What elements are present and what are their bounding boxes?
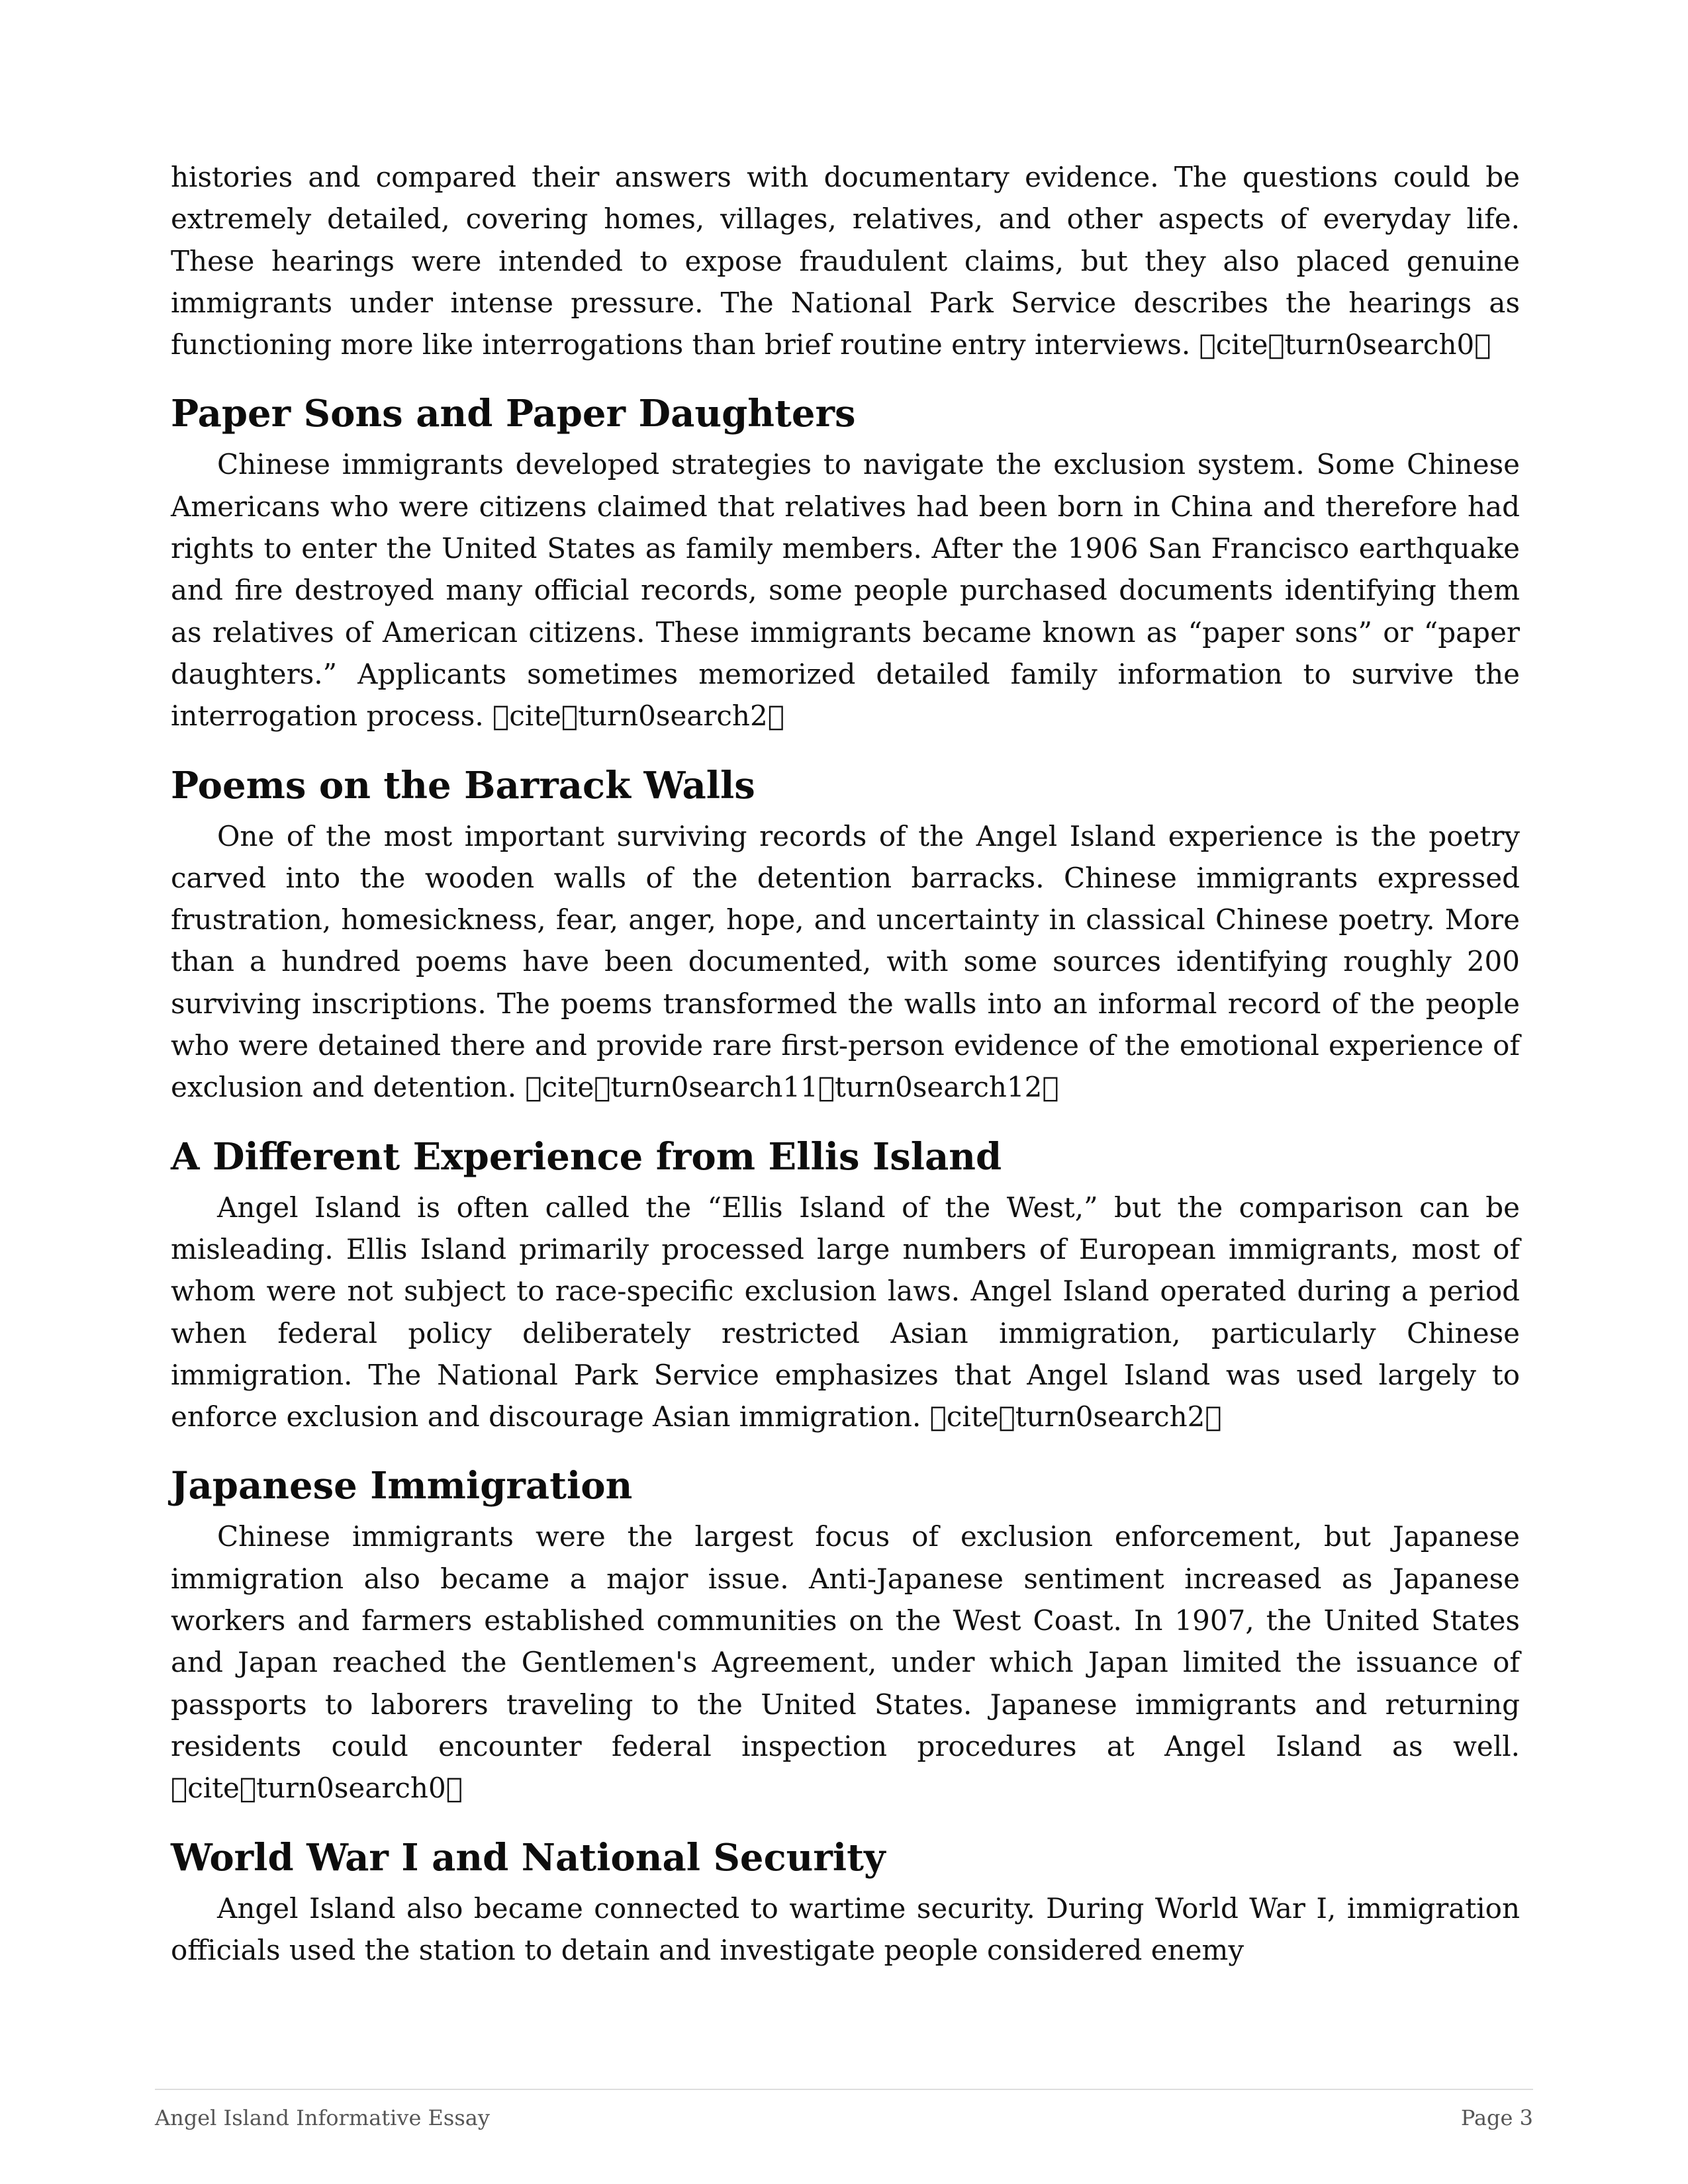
page-content bbox=[171, 156, 1520, 1971]
paragraph-ellis-island: Angel Island is often called the “Ellis Island of the West,” but the comparison can be misleading. Ellis Island primarily processed large numbers of European immigrants, most of whom were not subject to race-specific exclusion laws. Angel Island operated during a period when federal policy deliberately restricted Asian immigration, particularly Chinese immigration. The National Park Service emphasizes that Angel Island was used largely to enforce exclusion and discourage Asian immigration. cite turn0search2 bbox=[171, 1191, 1520, 1433]
footer-document-title: Angel Island Informative Essay bbox=[155, 2105, 490, 2130]
paragraph-barrack-poems: One of the most important surviving records of the Angel Island experience is the poetry carved into the wooden walls of the detention barracks. Chinese immigrants expressed frustration, homesickness, fear, anger, hope, and uncertainty in classical Chinese poetry. More than a hundred poems have been documented, with some sources identifying roughly 200 surviving inscriptions. The poems transformed the walls into an informal record of the people who were detained there and provide rare first-person evidence of the emotional experience of exclusion and detention. cite turn0search11 turn0search12 bbox=[171, 819, 1520, 1104]
section-heading-world-war-i: World War I and National Security bbox=[171, 1835, 886, 1880]
paragraph-japanese-immigration: Chinese immigrants were the largest focus of exclusion enforcement, but Japanese immigration also became a major issue. Anti-Japanese sentiment increased as Japanese workers and farmers established communities on the West Coast. In 1907, the United States and Japan reached the Gentlemen's Agreement, under which Japan limited the issuance of passports to laborers traveling to the United States. Japanese immigrants and returning residents could encounter federal inspection procedures at Angel Island as well. cite turn0search0 bbox=[171, 1520, 1520, 1805]
continued-paragraph: histories and compared their answers with documentary evidence. The questions could be extremely detailed, covering homes, villages, relatives, and other aspects of everyday life. These hearings were intended to expose fraudulent claims, but they also placed genuine immigrants under intense pressure. The National Park Service describes the hearings as functioning more like interrogations than brief routine entry interviews. cite turn0search0 bbox=[171, 161, 1520, 361]
footer-page-number: Page 3 bbox=[1460, 2105, 1533, 2130]
footer-divider bbox=[155, 2089, 1533, 2090]
section-heading-paper-sons: Paper Sons and Paper Daughters bbox=[171, 392, 856, 436]
paragraph-paper-sons: Chinese immigrants developed strategies to navigate the exclusion system. Some Chinese Americans who were citizens claimed that relatives had been born in China and therefore had rights to enter the United States as family members. After the 1906 San Francisco earthquake and fire destroyed many official records, some people purchased documents identifying them as relatives of American citizens. These immigrants became known as “paper sons” or “paper daughters.” Applicants sometimes memorized detailed family information to survive the interrogation process. cite turn0search2 bbox=[171, 448, 1520, 733]
paragraph-world-war-i: Angel Island also became connected to wartime security. During World War I, immigration officials used the station to detain and investigate people considered enemy bbox=[171, 1891, 1520, 1966]
section-heading-japanese-immigration: Japanese Immigration bbox=[171, 1464, 633, 1508]
section-heading-ellis-island: A Different Experience from Ellis Island bbox=[171, 1134, 1002, 1179]
section-heading-barrack-poems: Poems on the Barrack Walls bbox=[171, 763, 755, 807]
